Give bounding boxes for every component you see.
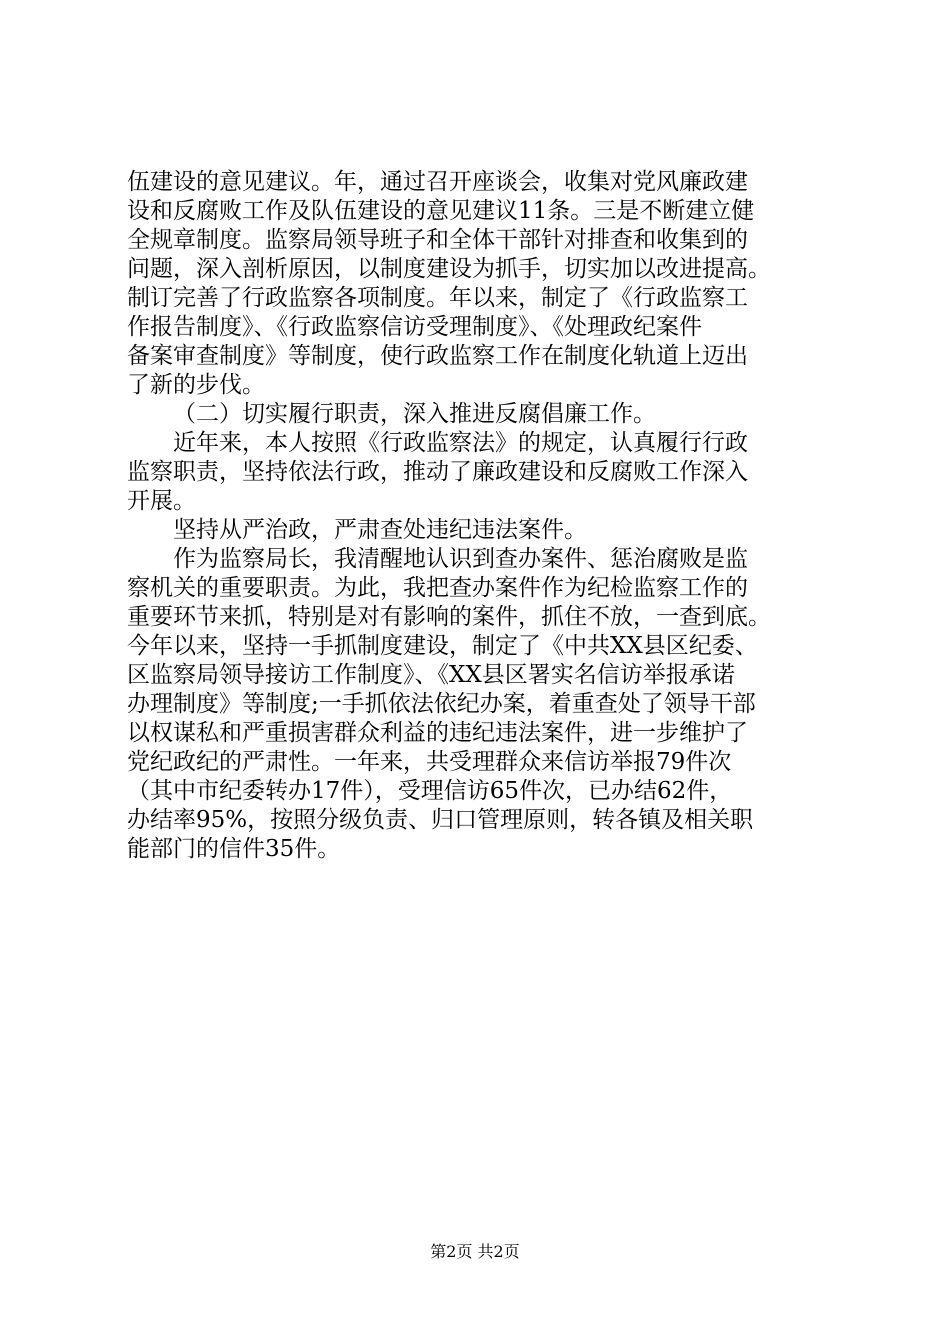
text-line: 作为监察局长，我清醒地认识到查办案件、惩治腐败是监 bbox=[173, 546, 748, 572]
text-line: 近年来，本人按照《行政监察法》的规定，认真履行行政 bbox=[173, 430, 748, 456]
text-line: 监察职责，坚持依法行政，推动了廉政建设和反腐败工作深入 bbox=[127, 459, 748, 485]
text-line: 设和反腐败工作及队伍建设的意见建议11条。三是不断建立健 bbox=[127, 198, 755, 224]
text-line: 以权谋私和严重损害群众利益的违纪违法案件，进一步维护了 bbox=[127, 720, 748, 746]
text-line: 今年以来，坚持一手抓制度建设，制定了《中共XX县区纪委、 bbox=[127, 633, 758, 659]
section-heading: （二）切实履行职责，深入推进反腐倡廉工作。 bbox=[173, 401, 656, 427]
subheading: 坚持从严治政，严肃查处违纪违法案件。 bbox=[173, 517, 587, 543]
text-line: 制订完善了行政监察各项制度。年以来，制定了《行政监察工 bbox=[127, 285, 748, 311]
text-line: 重要环节来抓，特别是对有影响的案件，抓住不放，一查到底。 bbox=[127, 604, 771, 630]
text-line: 问题，深入剖析原因，以制度建设为抓手，切实加以改进提高。 bbox=[127, 256, 771, 282]
text-line: 全规章制度。监察局领导班子和全体干部针对排查和收集到的 bbox=[127, 227, 748, 253]
text-line: 能部门的信件35件。 bbox=[127, 836, 341, 862]
document-body bbox=[127, 168, 827, 864]
text-line: 作报告制度》、《行政监察信访受理制度》、《处理政纪案件 bbox=[127, 314, 702, 340]
text-line: 备案审查制度》等制度，使行政监察工作在制度化轨道上迈出 bbox=[127, 343, 748, 369]
text-line: 党纪政纪的严肃性。一年来，共受理群众来信访举报79件次 bbox=[127, 749, 732, 775]
text-line: 伍建设的意见建议。年，通过召开座谈会，收集对党风廉政建 bbox=[127, 169, 748, 195]
text-line: 开展。 bbox=[127, 488, 196, 514]
text-line: 办理制度》等制度;一手抓依法依纪办案，着重查处了领导干部 bbox=[127, 691, 756, 717]
text-line: （其中市纪委转办17件），受理信访65件次，已办结62件， bbox=[127, 778, 733, 804]
text-line: 办结率95%，按照分级负责、归口管理原则，转各镇及相关职 bbox=[127, 807, 754, 833]
page-footer: 第2页 共2页 bbox=[430, 1242, 520, 1261]
text-line: 了新的步伐。 bbox=[127, 372, 265, 398]
text-line: 区监察局领导接访工作制度》、《XX县区署实名信访举报承诺 bbox=[127, 662, 735, 688]
text-line: 察机关的重要职责。为此，我把查办案件作为纪检监察工作的 bbox=[127, 575, 748, 601]
